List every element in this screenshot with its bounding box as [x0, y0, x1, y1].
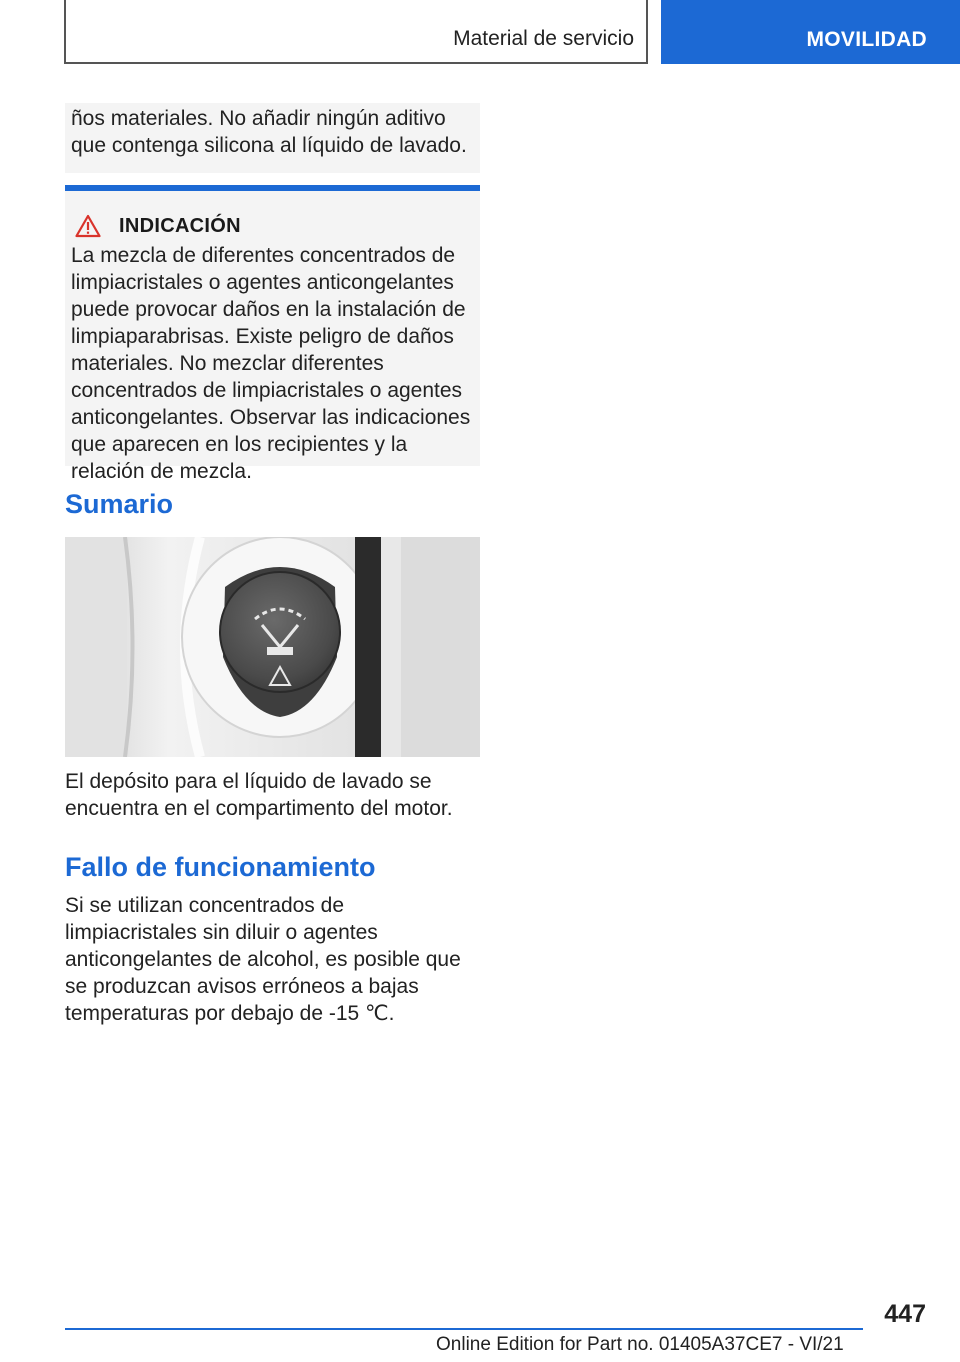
section-heading-fallo: Fallo de funcionamiento [65, 852, 376, 882]
intro-box [65, 103, 480, 173]
footer-divider [65, 1328, 863, 1330]
intro-text: ños materiales. No añadir ningún aditivo que contenga silicona al líquido de lavado. [71, 107, 467, 157]
header-chapter-box [64, 0, 648, 64]
edition-info: Online Edition for Part no. 01405A37CE7 - VI/21 [436, 1334, 844, 1355]
section-label: MOVILIDAD [806, 28, 927, 51]
notice-title: INDICACIÓN [119, 214, 241, 237]
notice-header [71, 211, 472, 241]
warning-triangle-icon [75, 214, 101, 238]
chapter-title: Material de servicio [453, 27, 634, 50]
fallo-text: Si se utilizan concentrados de limpiacristales sin diluir o agentes anticongelantes de alcohol, es posible que se produzcan avisos erróneos a bajas temperaturas por debajo de -15 ℃. [65, 894, 461, 1025]
washer-reservoir-photo [65, 537, 480, 757]
notice-text: La mezcla de diferentes concentrados de limpiacristales o agentes anticongelantes puede provocar daños en la instalación de limpiaparabrisas. Existe peligro de daños materiales. No mezclar diferentes concentrados de limpiacristales o agentes anticongelantes. Observar las indicaciones que aparecen en los recipientes y la relación de mezcla. [71, 244, 471, 483]
section-heading-sumario: Sumario [65, 489, 174, 519]
page-number: 447 [884, 1300, 926, 1328]
header-section-tab [661, 0, 960, 64]
sumario-text: El depósito para el líquido de lavado se encuentra en el compartimento del motor. [65, 770, 453, 820]
notice-box [65, 185, 480, 483]
